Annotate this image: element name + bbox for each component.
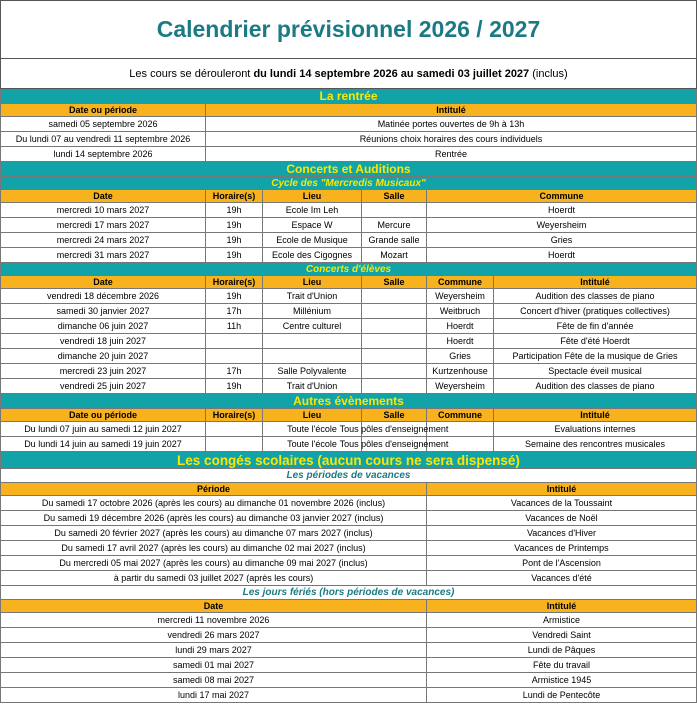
page-title: Calendrier prévisionnel 2026 / 2027 — [0, 0, 697, 59]
table-cell: samedi 08 mai 2027 — [0, 673, 427, 688]
table-cell: Fête d'été Hoerdt — [494, 334, 697, 349]
column-header: Intitulé — [494, 409, 697, 422]
intro-dates: du lundi 14 septembre 2026 au samedi 03 juillet 2027 — [253, 67, 530, 80]
table-cell: mercredi 23 juin 2027 — [0, 364, 206, 379]
table-row — [0, 233, 697, 248]
table-cell: Grande salle — [362, 233, 427, 248]
table-header-row — [0, 483, 697, 496]
table-cell: Espace W — [263, 218, 362, 233]
column-header: Intitulé — [427, 600, 697, 613]
table-cell: Toute l'école — [263, 422, 362, 437]
table-cell: lundi 17 mai 2027 — [0, 688, 427, 703]
table-row — [0, 496, 697, 511]
table-cell: mercredi 31 mars 2027 — [0, 248, 206, 263]
table-cell: vendredi 26 mars 2027 — [0, 628, 427, 643]
table-cell: samedi 05 septembre 2026 — [0, 117, 206, 132]
table-header-row — [0, 409, 697, 422]
column-header: Date — [0, 276, 206, 289]
column-header: Horaire(s) — [206, 276, 263, 289]
table-row — [0, 304, 697, 319]
table-row — [0, 541, 697, 556]
table-cell — [362, 203, 427, 218]
section-band — [0, 394, 697, 409]
table-cell: Lundi de Pâques — [427, 643, 697, 658]
table-row — [0, 364, 697, 379]
subsection-title — [0, 586, 697, 600]
table-cell: Millénium — [263, 304, 362, 319]
table-cell: Pont de l'Ascension — [427, 556, 697, 571]
table-cell: Participation Fête de la musique de Gries — [494, 349, 697, 364]
table-cell: Ecole de Musique — [263, 233, 362, 248]
table-cell: Vacances de Printemps — [427, 541, 697, 556]
table-row — [0, 349, 697, 364]
table-cell: Concert d'hiver (pratiques collectives) — [494, 304, 697, 319]
section-title: Concerts et Auditions — [0, 162, 697, 177]
table-cell — [362, 349, 427, 364]
table-cell: Tous pôles d'enseignement — [362, 437, 427, 452]
table-row — [0, 132, 697, 147]
table-cell — [362, 379, 427, 394]
column-header: Date — [0, 600, 427, 613]
table-cell: Lundi de Pentecôte — [427, 688, 697, 703]
column-header: Salle — [362, 276, 427, 289]
table-row — [0, 319, 697, 334]
table-cell — [206, 349, 263, 364]
section-title: Les congés scolaires (aucun cours ne sera dispensé) — [0, 452, 697, 469]
table-cell: Mercure — [362, 218, 427, 233]
section-title: Autres évènements — [0, 394, 697, 409]
column-header: Commune — [427, 276, 494, 289]
intro-after: (inclus) — [532, 67, 568, 80]
table-row — [0, 147, 697, 162]
table-cell: 19h — [206, 203, 263, 218]
table-row — [0, 248, 697, 263]
table-cell: Du lundi 07 au vendredi 11 septembre 2026 — [0, 132, 206, 147]
table-row — [0, 218, 697, 233]
table-cell: Audition des classes de piano — [494, 379, 697, 394]
table-cell: Du samedi 17 avril 2027 (après les cours) au dimanche 02 mai 2027 (inclus) — [0, 541, 427, 556]
table-cell: Mozart — [362, 248, 427, 263]
table-cell: samedi 30 janvier 2027 — [0, 304, 206, 319]
table-row — [0, 437, 697, 452]
table-cell: Vacances d'été — [427, 571, 697, 586]
subsection-label: Les périodes de vacances — [0, 469, 697, 483]
table-cell: Audition des classes de piano — [494, 289, 697, 304]
table-cell — [206, 437, 263, 452]
table-cell: Du lundi 07 juin au samedi 12 juin 2027 — [0, 422, 206, 437]
table-row — [0, 643, 697, 658]
table-cell: Toute l'école — [263, 437, 362, 452]
table-cell — [427, 437, 494, 452]
table-row — [0, 613, 697, 628]
section-band — [0, 162, 697, 177]
table-cell: Trait d'Union — [263, 379, 362, 394]
table-cell: dimanche 20 juin 2027 — [0, 349, 206, 364]
table-cell: Tous pôles d'enseignement — [362, 422, 427, 437]
table-cell — [427, 422, 494, 437]
table-cell: lundi 29 mars 2027 — [0, 643, 427, 658]
table-cell: 17h — [206, 364, 263, 379]
table-cell: Vacances de la Toussaint — [427, 496, 697, 511]
table-cell — [362, 289, 427, 304]
table-cell: vendredi 25 juin 2027 — [0, 379, 206, 394]
table-cell: Trait d'Union — [263, 289, 362, 304]
table-cell: lundi 14 septembre 2026 — [0, 147, 206, 162]
column-header: Commune — [427, 190, 697, 203]
table-cell: 19h — [206, 248, 263, 263]
table-cell: 19h — [206, 233, 263, 248]
table-cell — [206, 334, 263, 349]
table-cell — [206, 422, 263, 437]
table-cell: Hoerdt — [427, 334, 494, 349]
table-cell: Spectacle éveil musical — [494, 364, 697, 379]
table-header-row — [0, 600, 697, 613]
table-cell: Du samedi 19 décembre 2026 (après les cours) au dimanche 03 janvier 2027 (inclus) — [0, 511, 427, 526]
table-cell: Evaluations internes — [494, 422, 697, 437]
column-header: Lieu — [263, 409, 362, 422]
table-cell: Kurtzenhouse — [427, 364, 494, 379]
column-header: Salle — [362, 409, 427, 422]
table-row — [0, 571, 697, 586]
section-band — [0, 89, 697, 104]
column-header: Date ou période — [0, 409, 206, 422]
table-cell: Vacances d'Hiver — [427, 526, 697, 541]
table-row — [0, 334, 697, 349]
subsection-title — [0, 263, 697, 276]
table-row — [0, 526, 697, 541]
column-header: Horaire(s) — [206, 409, 263, 422]
table-cell: samedi 01 mai 2027 — [0, 658, 427, 673]
table-cell: dimanche 06 juin 2027 — [0, 319, 206, 334]
table-cell: Réunions choix horaires des cours individuels — [206, 132, 697, 147]
column-header: Commune — [427, 409, 494, 422]
table-cell: Fête du travail — [427, 658, 697, 673]
table-cell: 19h — [206, 289, 263, 304]
table-cell: vendredi 18 juin 2027 — [0, 334, 206, 349]
table-header-row — [0, 276, 697, 289]
table-cell: mercredi 10 mars 2027 — [0, 203, 206, 218]
section-band — [0, 452, 697, 469]
column-header: Intitulé — [427, 483, 697, 496]
table-row — [0, 556, 697, 571]
column-header: Période — [0, 483, 427, 496]
table-cell: Rentrée — [206, 147, 697, 162]
column-header: Date ou période — [0, 104, 206, 117]
table-cell — [263, 349, 362, 364]
table-cell — [362, 319, 427, 334]
subsection-title — [0, 469, 697, 483]
table-row — [0, 628, 697, 643]
table-row — [0, 688, 697, 703]
table-cell: 19h — [206, 379, 263, 394]
table-cell: Vendredi Saint — [427, 628, 697, 643]
table-cell: 17h — [206, 304, 263, 319]
table-row — [0, 673, 697, 688]
table-cell: vendredi 18 décembre 2026 — [0, 289, 206, 304]
table-cell: 11h — [206, 319, 263, 334]
table-cell — [362, 334, 427, 349]
table-cell: Centre culturel — [263, 319, 362, 334]
table-cell: mercredi 24 mars 2027 — [0, 233, 206, 248]
table-cell: Armistice 1945 — [427, 673, 697, 688]
table-cell: Gries — [427, 233, 697, 248]
table-cell: Hoerdt — [427, 319, 494, 334]
table-cell — [362, 304, 427, 319]
table-cell: mercredi 11 novembre 2026 — [0, 613, 427, 628]
table-cell: Ecole Im Leh — [263, 203, 362, 218]
column-header: Lieu — [263, 276, 362, 289]
table-row — [0, 117, 697, 132]
table-row — [0, 511, 697, 526]
table-cell: Du samedi 17 octobre 2026 (après les cours) au dimanche 01 novembre 2026 (inclus) — [0, 496, 427, 511]
table-header-row — [0, 104, 697, 117]
table-cell: Gries — [427, 349, 494, 364]
table-cell: Weyersheim — [427, 379, 494, 394]
table-cell — [263, 334, 362, 349]
table-cell: Du lundi 14 juin au samedi 19 juin 2027 — [0, 437, 206, 452]
subsection-label: Concerts d'élèves — [0, 263, 697, 276]
table-cell: 19h — [206, 218, 263, 233]
subsection-label: Cycle des "Mercredis Musicaux" — [0, 177, 697, 190]
table-row — [0, 658, 697, 673]
column-header: Salle — [362, 190, 427, 203]
table-cell: Matinée portes ouvertes de 9h à 13h — [206, 117, 697, 132]
table-row — [0, 289, 697, 304]
table-cell: Hoerdt — [427, 203, 697, 218]
table-row — [0, 203, 697, 218]
table-cell: Armistice — [427, 613, 697, 628]
table-cell — [362, 364, 427, 379]
table-cell: Du samedi 20 février 2027 (après les cours) au dimanche 07 mars 2027 (inclus) — [0, 526, 427, 541]
column-header: Intitulé — [494, 276, 697, 289]
subsection-label: Les jours fériés (hors périodes de vacances) — [0, 586, 697, 600]
table-cell: Vacances de Noël — [427, 511, 697, 526]
table-cell: Weyersheim — [427, 218, 697, 233]
column-header: Date — [0, 190, 206, 203]
column-header: Intitulé — [206, 104, 697, 117]
section-title: La rentrée — [0, 89, 697, 104]
table-cell: Fête de fin d'année — [494, 319, 697, 334]
table-row — [0, 379, 697, 394]
table-cell: Weitbruch — [427, 304, 494, 319]
intro-before: Les cours se dérouleront — [129, 67, 251, 80]
table-cell: Weyersheim — [427, 289, 494, 304]
table-row — [0, 422, 697, 437]
subsection-title — [0, 177, 697, 190]
table-cell: mercredi 17 mars 2027 — [0, 218, 206, 233]
column-header: Horaire(s) — [206, 190, 263, 203]
table-cell: Ecole des Cigognes — [263, 248, 362, 263]
table-cell: Hoerdt — [427, 248, 697, 263]
table-cell: Du mercredi 05 mai 2027 (après les cours) au dimanche 09 mai 2027 (inclus) — [0, 556, 427, 571]
table-cell: à partir du samedi 03 juillet 2027 (après les cours) — [0, 571, 427, 586]
table-cell: Salle Polyvalente — [263, 364, 362, 379]
column-header: Lieu — [263, 190, 362, 203]
intro-text — [0, 59, 697, 89]
table-header-row — [0, 190, 697, 203]
table-cell: Semaine des rencontres musicales — [494, 437, 697, 452]
